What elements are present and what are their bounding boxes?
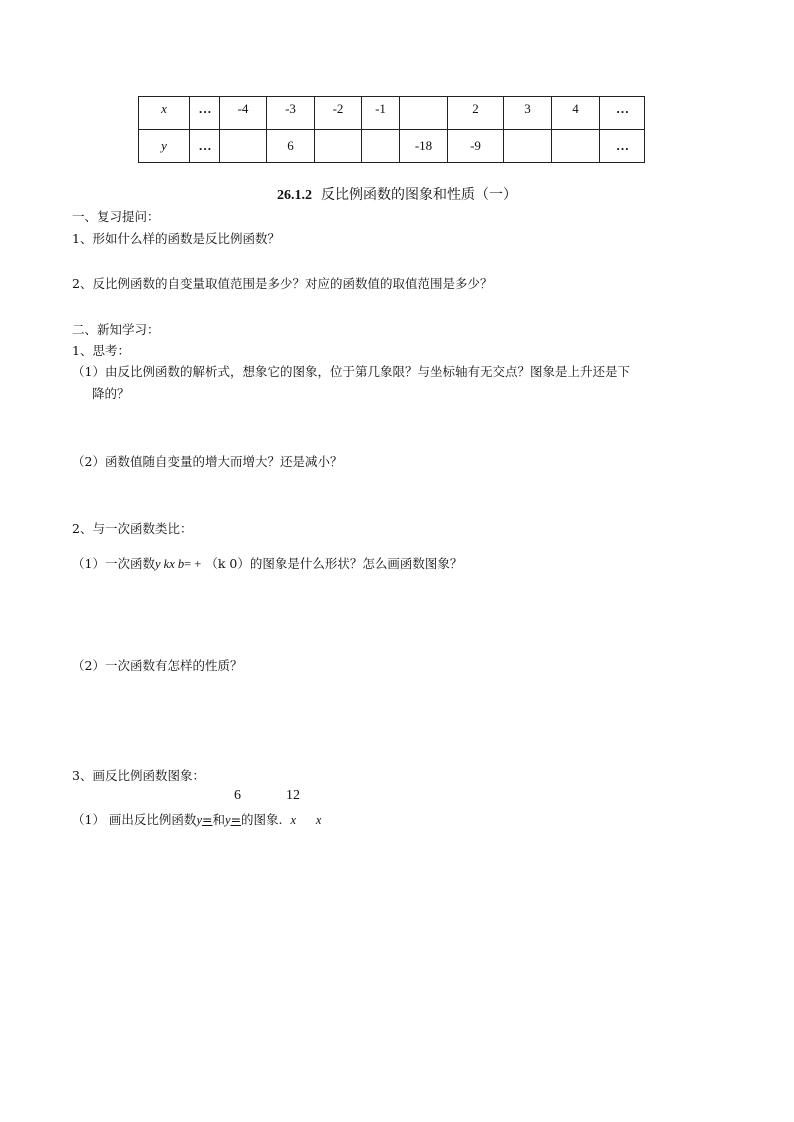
linear-function-formula: y kx b bbox=[154, 557, 185, 571]
denominator-x-1: x bbox=[290, 813, 297, 827]
y-label: y bbox=[161, 138, 167, 153]
page-title bbox=[0, 184, 794, 204]
table-cell: … bbox=[600, 97, 645, 130]
function-y-2: y bbox=[225, 813, 231, 827]
section-heading-review: 一、复习提问： bbox=[72, 209, 160, 224]
table-cell: 4 bbox=[552, 97, 600, 130]
table-cell: -1 bbox=[362, 97, 400, 130]
table-cell: -3 bbox=[267, 97, 315, 130]
table-cell: … bbox=[600, 130, 645, 163]
section-number: 26.1.2 bbox=[277, 188, 313, 203]
draw-heading: 3、画反比例函数图象： bbox=[72, 768, 205, 783]
table-cell bbox=[400, 97, 448, 130]
fraction-numerator-2: 12 bbox=[286, 788, 300, 803]
think-question-1: （1）由反比例函数的解析式，想象它的图象，位于第几象限？与坐标轴有无交点？图象是上升还是下 bbox=[72, 364, 630, 379]
y-label-cell bbox=[139, 130, 190, 163]
x-label: x bbox=[161, 101, 167, 116]
think-heading: 1、思考： bbox=[72, 343, 130, 358]
function-y-1: y bbox=[196, 813, 202, 827]
section-heading-new: 二、新知学习： bbox=[72, 322, 160, 337]
draw-question-1 bbox=[72, 810, 321, 828]
formula-operators: = + bbox=[184, 557, 202, 571]
section-title: 反比例函数的图象和性质（一） bbox=[320, 187, 517, 203]
table-cell: -2 bbox=[315, 97, 362, 130]
table-cell bbox=[315, 130, 362, 163]
equals-2: = bbox=[230, 812, 242, 827]
formula-condition: （k 0） bbox=[205, 556, 250, 571]
x-label-cell bbox=[139, 97, 190, 130]
table-cell: 6 bbox=[267, 130, 315, 163]
table-cell: … bbox=[190, 97, 220, 130]
table-cell: 3 bbox=[504, 97, 552, 130]
conjunction-and: 和 bbox=[212, 812, 225, 827]
y-row bbox=[139, 130, 645, 163]
table-cell: -9 bbox=[448, 130, 504, 163]
compare-question-1-prefix: （1）一次函数 bbox=[72, 556, 155, 571]
think-question-1-cont: 降的？ bbox=[92, 386, 130, 401]
table-cell bbox=[220, 130, 267, 163]
value-table bbox=[138, 96, 645, 163]
draw-question-1-prefix: （1） 画出反比例函数 bbox=[72, 812, 197, 827]
compare-heading: 2、与一次函数类比： bbox=[72, 521, 193, 536]
equals-1: = bbox=[202, 812, 213, 827]
compare-question-2: （2）一次函数有怎样的性质？ bbox=[72, 658, 243, 673]
denominator-x-2: x bbox=[315, 813, 322, 827]
table-cell bbox=[504, 130, 552, 163]
question-2: 2、反比例函数的自变量取值范围是多少？对应的函数值的取值范围是多少？ bbox=[72, 276, 493, 291]
compare-question-1-suffix: 的图象是什么形状？怎么画函数图象？ bbox=[249, 556, 463, 571]
table-cell bbox=[552, 130, 600, 163]
table-cell: 2 bbox=[448, 97, 504, 130]
table-cell: -18 bbox=[400, 130, 448, 163]
question-1: 1、形如什么样的函数是反比例函数？ bbox=[72, 231, 280, 246]
think-question-2: （2）函数值随自变量的增大而增大？还是减小？ bbox=[72, 454, 343, 469]
table-cell: … bbox=[190, 130, 220, 163]
x-row bbox=[139, 97, 645, 130]
fraction-numerator-1: 6 bbox=[234, 788, 241, 803]
compare-question-1 bbox=[72, 554, 462, 572]
table-cell bbox=[362, 130, 400, 163]
draw-question-1-suffix: 的图象. bbox=[241, 812, 283, 827]
table-cell: -4 bbox=[220, 97, 267, 130]
